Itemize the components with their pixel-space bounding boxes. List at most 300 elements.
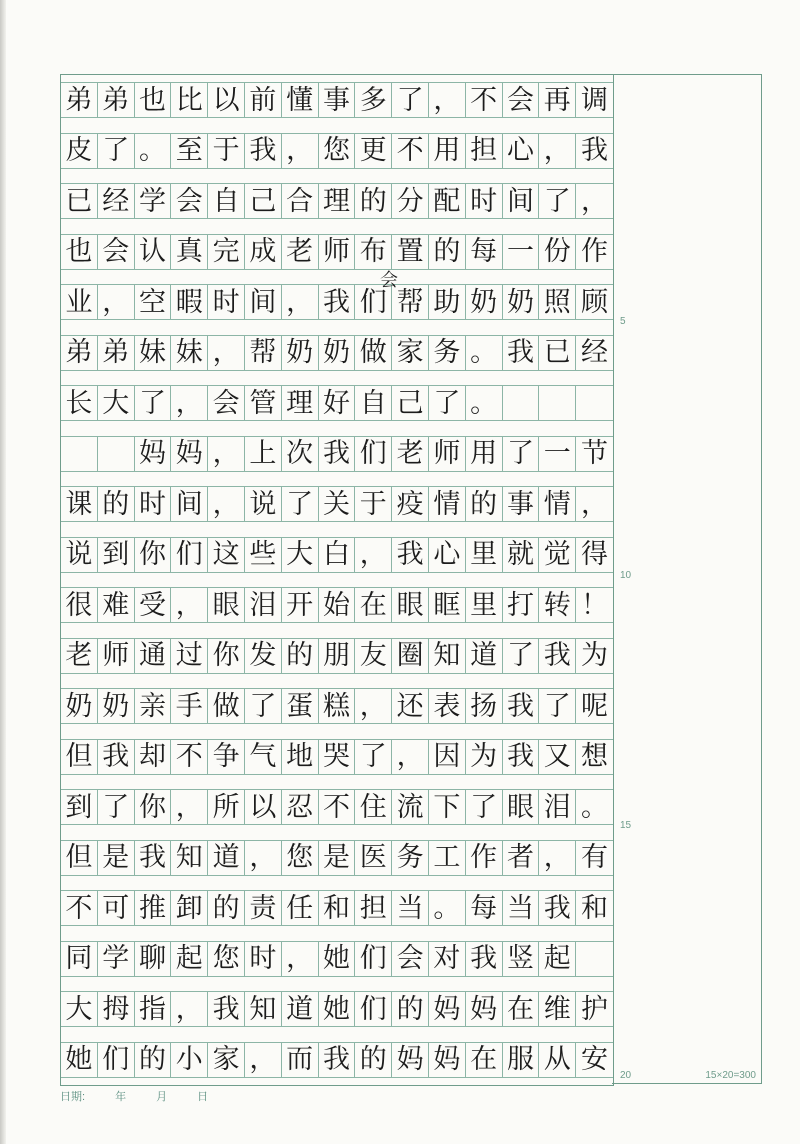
grid-cell: 我 — [135, 841, 172, 875]
grid-cell: 过 — [171, 639, 208, 673]
grid-cell: 眶 — [429, 588, 466, 622]
grid-cell: 护 — [581, 993, 609, 1025]
grid-cell: 大 — [282, 538, 319, 572]
grid-cell: 了 — [539, 184, 576, 218]
inserted-character: 会 — [380, 270, 398, 291]
line-marker-5: 5 — [620, 316, 626, 327]
grid-cell: ， — [98, 285, 135, 319]
grid-cell: 自 — [208, 184, 245, 218]
grid-cell: 师 — [429, 437, 466, 471]
grid-cell — [539, 386, 576, 420]
grid-cell: 了 — [98, 790, 135, 824]
grid-cell: 从 — [539, 1043, 576, 1077]
grid-cell: 老 — [392, 437, 429, 471]
grid-cell: 一 — [503, 235, 540, 269]
grid-cell: 的 — [392, 992, 429, 1026]
grid-cell: 担 — [466, 134, 503, 168]
grid-cell: 圈 — [392, 639, 429, 673]
grid-cell: 一 — [539, 437, 576, 471]
grid-cell: 作 — [466, 841, 503, 875]
grid-cell: 比 — [171, 83, 208, 117]
grid-cell: 完 — [208, 235, 245, 269]
text-row — [61, 486, 613, 522]
grid-cell: 了 — [503, 437, 540, 471]
grid-cell: 地 — [282, 740, 319, 774]
grid-cell: 成 — [245, 235, 282, 269]
grid-cell: 转 — [539, 588, 576, 622]
grid-cell: 奶 — [503, 285, 540, 319]
grid-cell: 道 — [208, 841, 245, 875]
grid-cell: 而 — [282, 1043, 319, 1077]
grid-cell: 理 — [319, 184, 356, 218]
grid-cell: 这 — [208, 538, 245, 572]
text-row — [61, 890, 613, 926]
grid-cell: 里 — [466, 588, 503, 622]
grid-cell: 。 — [135, 134, 172, 168]
grid-cell: 多 — [355, 83, 392, 117]
grid-cell: ， — [282, 942, 319, 976]
grid-cell: 开 — [282, 588, 319, 622]
line-marker-20: 20 — [620, 1070, 632, 1081]
grid-cell: 更 — [355, 134, 392, 168]
grid-cell: 竖 — [503, 942, 540, 976]
grid-cell: 忍 — [282, 790, 319, 824]
grid-cell — [503, 386, 540, 420]
grid-cell: 们 — [355, 285, 392, 319]
grid-cell: 当 — [503, 891, 540, 925]
date-footer — [60, 1088, 208, 1104]
grid-cell: 您 — [319, 134, 356, 168]
grid-cell: 配 — [429, 184, 466, 218]
grid-cell: 医 — [355, 841, 392, 875]
grid-cell: 学 — [135, 184, 172, 218]
grid-cell: 妈 — [429, 992, 466, 1026]
grid-cell: 作 — [581, 236, 609, 267]
grid-cell — [576, 942, 613, 976]
grid-cell: 己 — [392, 386, 429, 420]
grid-cell: 间 — [171, 487, 208, 521]
grid-cell: 知 — [171, 841, 208, 875]
text-row — [61, 638, 613, 674]
grid-cell: 妈 — [135, 437, 172, 471]
grid-cell: 老 — [61, 639, 98, 673]
grid-cell: 所 — [208, 790, 245, 824]
grid-cell: 为 — [466, 740, 503, 774]
grid-cell: ！ — [581, 589, 609, 621]
grid-cell: 务 — [429, 336, 466, 370]
grid-cell: 于 — [355, 487, 392, 521]
grid-cell: 奶 — [466, 285, 503, 319]
grid-cell: 帮 — [245, 336, 282, 370]
grid-cell: 妹 — [171, 336, 208, 370]
grid-cell: 奶 — [98, 689, 135, 723]
grid-cell: 推 — [135, 891, 172, 925]
grid-cell: 扬 — [466, 689, 503, 723]
grid-cell: 下 — [429, 790, 466, 824]
grid-cell: 们 — [171, 538, 208, 572]
grid-cell: 你 — [135, 790, 172, 824]
grid-cell: 心 — [429, 538, 466, 572]
grid-cell: 顾 — [581, 286, 609, 318]
grid-cell — [576, 386, 613, 420]
grid-cell: 我 — [503, 336, 540, 370]
grid-cell: ， — [282, 134, 319, 168]
grid-cell: 了 — [392, 83, 429, 117]
grid-cell: 师 — [98, 639, 135, 673]
grid-cell: 道 — [282, 992, 319, 1026]
grid-cell: 我 — [503, 689, 540, 723]
grid-cell: 小 — [171, 1043, 208, 1077]
year-label: 年 — [115, 1091, 127, 1103]
grid-cell: 和 — [319, 891, 356, 925]
grid-cell: 暇 — [171, 285, 208, 319]
grid-cell: 事 — [319, 83, 356, 117]
grid-cell: ， — [171, 992, 208, 1026]
grid-count-label: 15×20=300 — [705, 1070, 756, 1081]
grid-cell: 不 — [61, 891, 98, 925]
grid-cell: 为 — [581, 640, 609, 671]
grid-cell: 住 — [355, 790, 392, 824]
text-row — [61, 1042, 613, 1078]
grid-cell: 的 — [208, 891, 245, 925]
grid-cell: ， — [355, 538, 392, 572]
text-row — [61, 133, 613, 169]
grid-cell: 我 — [539, 891, 576, 925]
grid-cell: 在 — [466, 1043, 503, 1077]
grid-cell: 里 — [466, 538, 503, 572]
grid-cell: 得 — [581, 539, 609, 570]
grid-cell: 时 — [245, 942, 282, 976]
grid-cell: 间 — [245, 285, 282, 319]
grid-cell: 心 — [503, 134, 540, 168]
grid-cell: 她 — [319, 942, 356, 976]
grid-cell: 当 — [392, 891, 429, 925]
grid-cell: 很 — [61, 588, 98, 622]
grid-cell: 不 — [466, 83, 503, 117]
grid-cell: 您 — [208, 942, 245, 976]
grid-cell: 我 — [581, 135, 609, 166]
grid-cell: 每 — [466, 235, 503, 269]
grid-cell: 眼 — [392, 588, 429, 622]
right-margin — [612, 74, 762, 1084]
grid-cell: 你 — [208, 639, 245, 673]
grid-cell: 始 — [319, 588, 356, 622]
day-label: 日 — [197, 1091, 209, 1103]
text-row — [61, 183, 613, 219]
grid-cell: 。 — [466, 386, 503, 420]
line-marker-10: 10 — [620, 570, 632, 581]
grid-cell: 又 — [539, 740, 576, 774]
grid-cell: 的 — [355, 1043, 392, 1077]
grid-cell: 弟 — [61, 336, 98, 370]
grid-cell: ， — [245, 841, 282, 875]
grid-cell: 前 — [245, 83, 282, 117]
grid-cell: ， — [282, 285, 319, 319]
grid-cell: 哭 — [319, 740, 356, 774]
grid-cell: 可 — [98, 891, 135, 925]
grid-cell: 些 — [245, 538, 282, 572]
grid-cell: 节 — [581, 438, 609, 469]
grid-cell: 妈 — [466, 992, 503, 1026]
grid-cell: ， — [171, 588, 208, 622]
paper-edge — [0, 0, 6, 1144]
grid-cell: 蛋 — [282, 689, 319, 723]
text-row — [61, 587, 613, 623]
grid-cell: 以 — [245, 790, 282, 824]
grid-cell: 们 — [355, 992, 392, 1026]
grid-cell: 发 — [245, 639, 282, 673]
grid-cell: 上 — [245, 437, 282, 471]
grid-cell: 布 — [355, 235, 392, 269]
grid-cell: 好 — [319, 386, 356, 420]
grid-cell: 了 — [466, 790, 503, 824]
grid-cell: 有 — [581, 842, 609, 873]
grid-cell: 说 — [245, 487, 282, 521]
grid-cell: 置 — [392, 235, 429, 269]
grid-cell: 再 — [539, 83, 576, 117]
grid-cell: 务 — [392, 841, 429, 875]
text-row — [61, 284, 613, 320]
grid-cell: 妈 — [392, 1043, 429, 1077]
grid-paper — [60, 74, 614, 1086]
grid-cell: 了 — [135, 386, 172, 420]
grid-cell: 用 — [429, 134, 466, 168]
grid-cell: 难 — [98, 588, 135, 622]
grid-cell: 了 — [98, 134, 135, 168]
date-label: 日期: — [60, 1091, 86, 1103]
grid-cell: 泪 — [245, 588, 282, 622]
grid-cell: 因 — [429, 740, 466, 774]
grid-cell: 的 — [429, 235, 466, 269]
grid-cell: 我 — [319, 1043, 356, 1077]
grid-cell: 。 — [429, 891, 466, 925]
grid-cell: 真 — [171, 235, 208, 269]
grid-cell: 业 — [61, 285, 98, 319]
grid-cell: 奶 — [319, 336, 356, 370]
grid-cell: 的 — [355, 184, 392, 218]
grid-cell: 了 — [429, 386, 466, 420]
grid-cell: 也 — [61, 235, 98, 269]
grid-cell: 和 — [581, 892, 609, 924]
grid-cell: ， — [208, 487, 245, 521]
grid-cell: 分 — [392, 184, 429, 218]
grid-cell: 我 — [503, 740, 540, 774]
grid-cell: 我 — [392, 538, 429, 572]
grid-cell — [61, 437, 98, 471]
grid-cell: 情 — [429, 487, 466, 521]
grid-cell: 但 — [61, 740, 98, 774]
grid-cell: 知 — [429, 639, 466, 673]
text-row — [61, 739, 613, 775]
grid-cell: 的 — [466, 487, 503, 521]
grid-cell: 已 — [61, 184, 98, 218]
grid-cell: 觉 — [539, 538, 576, 572]
grid-cell: 她 — [319, 992, 356, 1026]
grid-cell: 白 — [319, 538, 356, 572]
grid-cell: 我 — [245, 134, 282, 168]
grid-cell: 弟 — [98, 336, 135, 370]
grid-cell: 自 — [355, 386, 392, 420]
grid-cell: 间 — [503, 184, 540, 218]
grid-cell: 道 — [466, 639, 503, 673]
grid-cell: 她 — [61, 1043, 98, 1077]
grid-cell: 调 — [581, 84, 609, 116]
grid-cell: 的 — [98, 487, 135, 521]
grid-cell: 会 — [503, 83, 540, 117]
grid-cell: 对 — [429, 942, 466, 976]
grid-cell: 糕 — [319, 689, 356, 723]
grid-cell: 打 — [503, 588, 540, 622]
grid-cell: 会 — [171, 184, 208, 218]
grid-cell: 聊 — [135, 942, 172, 976]
grid-cell: 我 — [319, 437, 356, 471]
grid-cell: 经 — [98, 184, 135, 218]
text-row — [61, 991, 613, 1027]
grid-cell: 不 — [392, 134, 429, 168]
grid-cell: 想 — [581, 741, 609, 772]
grid-cell: 起 — [539, 942, 576, 976]
grid-cell: 手 — [171, 689, 208, 723]
grid-cell: 妈 — [171, 437, 208, 471]
grid-cell: 却 — [135, 740, 172, 774]
grid-cell: 维 — [539, 992, 576, 1026]
grid-cell: 是 — [319, 841, 356, 875]
grid-cell: ， — [208, 336, 245, 370]
grid-cell: 每 — [466, 891, 503, 925]
grid-cell: 认 — [135, 235, 172, 269]
grid-cell: 们 — [355, 942, 392, 976]
grid-cell: 担 — [355, 891, 392, 925]
grid-cell: 知 — [245, 992, 282, 1026]
grid-cell: 用 — [466, 437, 503, 471]
grid-cell: 了 — [245, 689, 282, 723]
grid-cell: 皮 — [61, 134, 98, 168]
grid-cell: 我 — [466, 942, 503, 976]
grid-cell: 泪 — [539, 790, 576, 824]
grid-cell: 情 — [539, 487, 576, 521]
grid-cell: 已 — [539, 336, 576, 370]
text-row — [61, 436, 613, 472]
grid-cell: 家 — [208, 1043, 245, 1077]
grid-cell: 于 — [208, 134, 245, 168]
grid-cell: ， — [355, 689, 392, 723]
grid-cell: 我 — [98, 740, 135, 774]
grid-cell: 妹 — [135, 336, 172, 370]
grid-cell: ， — [392, 740, 429, 774]
grid-cell: 的 — [135, 1043, 172, 1077]
grid-cell: 师 — [319, 235, 356, 269]
grid-cell: 疫 — [392, 487, 429, 521]
text-row — [61, 385, 613, 421]
grid-cell: 课 — [61, 487, 98, 521]
grid-cell: 了 — [503, 639, 540, 673]
grid-cell: ， — [171, 790, 208, 824]
text-row — [61, 234, 613, 270]
grid-cell: 气 — [245, 740, 282, 774]
text-row — [61, 335, 613, 371]
grid-cell: 至 — [171, 134, 208, 168]
text-row — [61, 537, 613, 573]
grid-cell: ， — [581, 185, 609, 217]
grid-cell: 在 — [503, 992, 540, 1026]
grid-cell: 己 — [245, 184, 282, 218]
grid-cell: 争 — [208, 740, 245, 774]
text-row — [61, 840, 613, 876]
grid-cell: 友 — [355, 639, 392, 673]
grid-cell: 事 — [503, 487, 540, 521]
grid-cell: 是 — [98, 841, 135, 875]
grid-cell: 大 — [61, 992, 98, 1026]
grid-cell: 不 — [319, 790, 356, 824]
text-row — [61, 789, 613, 825]
grid-cell: 亲 — [135, 689, 172, 723]
grid-cell: 弟 — [98, 83, 135, 117]
grid-cell: 通 — [135, 639, 172, 673]
grid-cell: 管 — [245, 386, 282, 420]
grid-cell: 懂 — [282, 83, 319, 117]
grid-cell: 拇 — [98, 992, 135, 1026]
grid-cell: ， — [581, 488, 609, 520]
grid-cell: 会 — [98, 235, 135, 269]
grid-cell: 关 — [319, 487, 356, 521]
grid-cell: 我 — [208, 992, 245, 1026]
grid-cell: 做 — [208, 689, 245, 723]
grid-cell: 会 — [208, 386, 245, 420]
grid-cell: 你 — [135, 538, 172, 572]
grid-cell: 奶 — [61, 689, 98, 723]
grid-cell: 安 — [581, 1044, 609, 1075]
grid-cell: 了 — [539, 689, 576, 723]
grid-cell: 朋 — [319, 639, 356, 673]
grid-cell: 会 — [392, 942, 429, 976]
grid-cell: 们 — [98, 1043, 135, 1077]
grid-cell: 受 — [135, 588, 172, 622]
grid-cell: 您 — [282, 841, 319, 875]
grid-cell: 合 — [282, 184, 319, 218]
text-row — [61, 941, 613, 977]
grid-cell: 份 — [539, 235, 576, 269]
grid-cell: 同 — [61, 942, 98, 976]
grid-cell: ， — [171, 386, 208, 420]
grid-cell: 眼 — [208, 588, 245, 622]
grid-cell: 呢 — [581, 690, 609, 722]
grid-cell: 空 — [135, 285, 172, 319]
grid-cell: 还 — [392, 689, 429, 723]
grid-cell: 但 — [61, 841, 98, 875]
text-row — [61, 688, 613, 724]
grid-cell: 说 — [61, 538, 98, 572]
grid-cell: 我 — [319, 285, 356, 319]
grid-cell: 家 — [392, 336, 429, 370]
grid-cell: ， — [539, 841, 576, 875]
grid-cell: 们 — [355, 437, 392, 471]
grid-cell: 工 — [429, 841, 466, 875]
month-label: 月 — [156, 1091, 168, 1103]
grid-cell: 时 — [466, 184, 503, 218]
grid-cell: 助 — [429, 285, 466, 319]
grid-cell: 长 — [61, 386, 98, 420]
line-marker-15: 15 — [620, 820, 632, 831]
grid-cell: ， — [429, 83, 466, 117]
grid-cell: 做 — [355, 336, 392, 370]
text-row — [61, 82, 613, 118]
grid-cell: ， — [208, 437, 245, 471]
grid-cell: 眼 — [503, 790, 540, 824]
grid-cell: 弟 — [61, 83, 98, 117]
grid-cell: 卸 — [171, 891, 208, 925]
grid-cell: 起 — [171, 942, 208, 976]
grid-cell: 者 — [503, 841, 540, 875]
